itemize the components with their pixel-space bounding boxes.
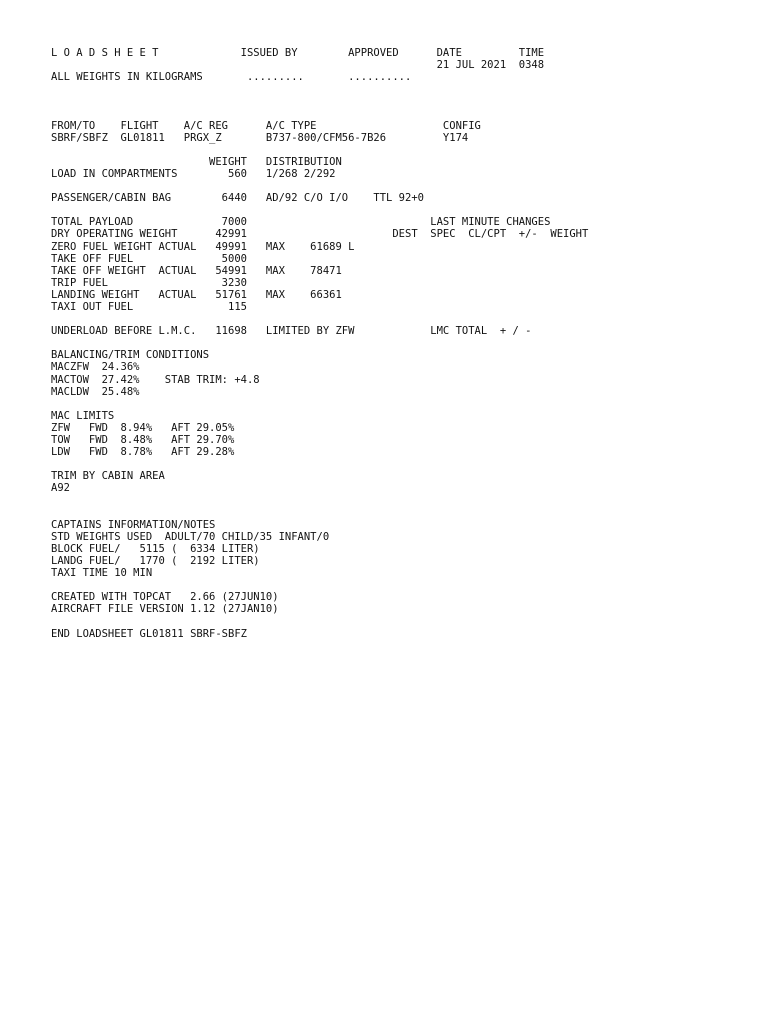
underload-line: UNDERLOAD BEFORE L.M.C. 11698 LIMITED BY ZFW LMC TOTAL + / - (51, 325, 532, 338)
blank-line (51, 144, 751, 156)
end-loadsheet-line: END LOADSHEET GL01811 SBRF-SBFZ (51, 627, 247, 640)
landing-fuel-line: LANDG FUEL/ 1770 ( 2192 LITER) (51, 554, 260, 567)
dry-operating-weight-line: DRY OPERATING WEIGHT 42991 DEST SPEC CL/CPT +/- WEIGHT (51, 228, 589, 241)
mac-limits-heading: MAC LIMITS (51, 409, 115, 422)
trim-cabin-area-value: A92 (51, 482, 70, 495)
blank-line (51, 337, 751, 349)
blank-line (51, 507, 751, 519)
mac-limit-ldw-line: LDW FWD 8.78% AFT 29.28% (51, 446, 235, 459)
blank-line (51, 494, 751, 506)
taxi-time-line: TAXI TIME 10 MIN (51, 567, 153, 580)
aircraft-file-version-line: AIRCRAFT FILE VERSION 1.12 (27JAN10) (51, 603, 279, 616)
trip-fuel-line: TRIP FUEL 3230 (51, 276, 247, 289)
mac-limit-zfw-line: ZFW FWD 8.94% AFT 29.05% (51, 421, 235, 434)
loadsheet-document (51, 47, 751, 640)
blank-line (51, 180, 751, 192)
blank-line (51, 313, 751, 325)
captains-notes-heading: CAPTAINS INFORMATION/NOTES (51, 518, 216, 531)
take-off-weight-line: TAKE OFF WEIGHT ACTUAL 54991 MAX 78471 (51, 264, 342, 277)
zero-fuel-weight-line: ZERO FUEL WEIGHT ACTUAL 49991 MAX 61689 L (51, 240, 355, 253)
block-fuel-line: BLOCK FUEL/ 5115 ( 6334 LITER) (51, 542, 260, 555)
weights-unit-line: ALL WEIGHTS IN KILOGRAMS ......... .......... (51, 71, 412, 84)
std-weights-line: STD WEIGHTS USED ADULT/70 CHILD/35 INFANT/0 (51, 530, 330, 543)
created-with-line: CREATED WITH TOPCAT 2.66 (27JUN10) (51, 591, 279, 604)
passenger-cabin-bag-line: PASSENGER/CABIN BAG 6440 AD/92 C/O I/O TTL 92+0 (51, 192, 424, 205)
blank-line (51, 83, 751, 95)
total-payload-line: TOTAL PAYLOAD 7000 LAST MINUTE CHANGES (51, 216, 551, 229)
header-date-time-line: 21 JUL 2021 0348 (51, 59, 545, 72)
blank-line (51, 204, 751, 216)
landing-weight-line: LANDING WEIGHT ACTUAL 51761 MAX 66361 (51, 288, 342, 301)
blank-line (51, 398, 751, 410)
balancing-trim-heading: BALANCING/TRIM CONDITIONS (51, 349, 210, 362)
blank-line (51, 107, 751, 119)
header-titles-line: L O A D S H E E T ISSUED BY APPROVED DATE TIME (51, 47, 545, 59)
blank-line (51, 615, 751, 627)
trim-by-cabin-area-heading: TRIM BY CABIN AREA (51, 470, 165, 483)
blank-line (51, 458, 751, 470)
taxi-out-fuel-line: TAXI OUT FUEL 115 (51, 300, 247, 313)
mactow-line: MACTOW 27.42% STAB TRIM: +4.8 (51, 373, 260, 386)
blank-line (51, 579, 751, 591)
flight-info-header-line: FROM/TO FLIGHT A/C REG A/C TYPE CONFIG (51, 119, 481, 132)
macldw-line: MACLDW 25.48% (51, 385, 140, 398)
mac-limit-tow-line: TOW FWD 8.48% AFT 29.70% (51, 434, 235, 446)
take-off-fuel-line: TAKE OFF FUEL 5000 (51, 252, 247, 265)
blank-line (51, 95, 751, 107)
load-in-compartments-line: LOAD IN COMPARTMENTS 560 1/268 2/292 (51, 167, 336, 180)
weight-distribution-header-line: WEIGHT DISTRIBUTION (51, 155, 342, 168)
maczfw-line: MACZFW 24.36% (51, 361, 140, 374)
flight-info-values-line: SBRF/SBFZ GL01811 PRGX_Z B737-800/CFM56-7B26 Y174 (51, 131, 469, 144)
